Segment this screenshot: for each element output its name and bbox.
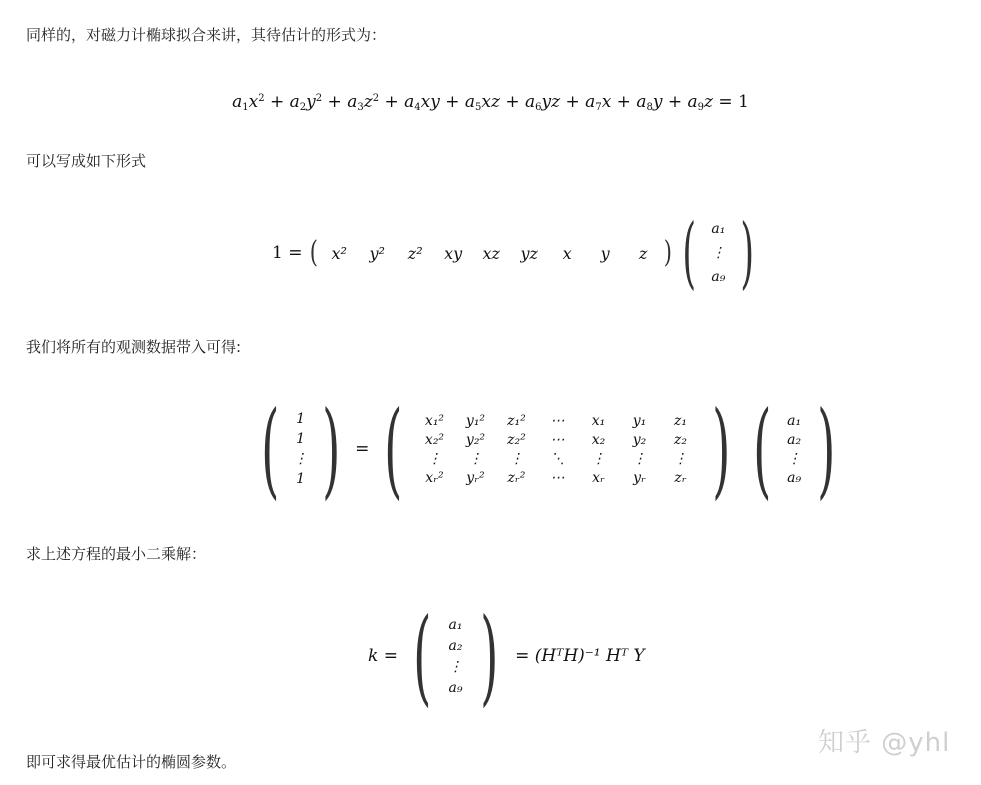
eq4-lhs: k = <box>368 646 398 666</box>
paragraph-rewrite: 可以写成如下形式 <box>26 152 147 170</box>
equation-matrix-system <box>250 388 847 510</box>
matrix-cell: ⋯ <box>550 469 565 486</box>
matrix-cell: y₂² <box>465 431 486 448</box>
row-vector-entry: z² <box>407 243 423 263</box>
solution-vector <box>443 617 469 696</box>
matrix-cell: y₁ <box>632 412 647 429</box>
paren-right: ) <box>740 208 755 298</box>
solution-entry: a₉ <box>448 679 463 696</box>
solution-entry: a₂ <box>448 637 463 654</box>
paragraph-least-squares: 求上述方程的最小二乘解： <box>26 545 207 563</box>
ones-vector-entry: 1 <box>296 471 306 487</box>
eq4-rhs: = (HᵀH)⁻¹ Hᵀ Y <box>515 646 645 666</box>
eq2-row-vector <box>320 244 662 263</box>
row-vector-entry: z <box>638 243 648 263</box>
observation-matrix <box>414 413 701 486</box>
column-vector-entry: ⋮ <box>711 245 726 261</box>
matrix-cell: ⋮ <box>468 450 483 467</box>
matrix-cell: ⋯ <box>550 412 565 429</box>
paren-right: ) <box>479 595 498 717</box>
zhihu-watermark: 知乎 @yhl <box>818 728 951 758</box>
solution-entry: ⋮ <box>448 658 463 675</box>
matrix-cell: x₁² <box>424 412 445 429</box>
paren-left: ( <box>752 388 771 510</box>
paren-right: ) <box>663 235 673 270</box>
paren-left: ( <box>384 388 403 510</box>
column-vector-entry: a₁ <box>711 221 726 237</box>
matrix-cell: ⋮ <box>591 450 606 467</box>
column-vector-entry: a₉ <box>711 269 726 285</box>
matrix-cell: z₂² <box>507 431 526 448</box>
matrix-cell: y₂ <box>632 431 647 448</box>
row-vector-entry: y <box>600 243 610 263</box>
matrix-cell: z₁² <box>507 412 526 429</box>
ones-vector-entry: ⋮ <box>293 451 308 467</box>
eq3-equals: = <box>355 439 370 459</box>
coefficient-entry: a₁ <box>787 412 802 429</box>
paren-left: ( <box>310 235 319 270</box>
paragraph-substitute: 我们将所有的观测数据带入可得: <box>26 338 242 356</box>
equation-least-squares <box>368 595 645 717</box>
matrix-cell: zᵣ <box>674 469 687 486</box>
matrix-cell: ⋱ <box>550 450 565 467</box>
matrix-cell: yᵣ² <box>466 469 485 486</box>
coefficient-entry: a₉ <box>787 469 802 486</box>
matrix-cell: y₁² <box>465 412 486 429</box>
ones-vector <box>291 411 311 487</box>
matrix-cell: ⋮ <box>673 450 688 467</box>
paren-right: ) <box>321 388 340 510</box>
paren-right: ) <box>817 388 836 510</box>
row-vector-entry: y² <box>369 243 385 263</box>
matrix-cell: z₁ <box>673 412 687 429</box>
matrix-cell: z₂ <box>673 431 687 448</box>
equation-vector-form <box>272 210 763 296</box>
coefficient-entry: a₂ <box>787 431 802 448</box>
paren-left: ( <box>261 388 280 510</box>
eq2-column-vector <box>704 221 732 285</box>
matrix-cell: x₂ <box>591 431 606 448</box>
eq2-lhs: 1 = <box>272 243 303 263</box>
ones-vector-entry: 1 <box>296 431 306 447</box>
row-vector-entry: xy <box>444 243 463 263</box>
matrix-cell: ⋮ <box>632 450 647 467</box>
row-vector-entry: yz <box>520 243 538 263</box>
matrix-cell: ⋮ <box>509 450 524 467</box>
matrix-cell: zᵣ² <box>507 469 526 486</box>
paragraph-intro: 同样的，对磁力计椭球拟合来讲，其待估计的形式为： <box>26 26 387 44</box>
matrix-cell: x₁ <box>591 412 606 429</box>
matrix-cell: xᵣ <box>592 469 605 486</box>
matrix-cell: yᵣ <box>633 469 646 486</box>
paragraph-conclusion: 即可求得最优估计的椭圆参数。 <box>26 753 237 771</box>
solution-entry: a₁ <box>448 616 463 633</box>
ones-vector-entry: 1 <box>296 411 306 427</box>
matrix-cell: ⋮ <box>427 450 442 467</box>
matrix-cell: xᵣ² <box>425 469 444 486</box>
paren-left: ( <box>682 208 696 298</box>
row-vector-entry: xz <box>482 243 500 263</box>
equation-ellipsoid: $a_1x^2 + a_2y^2 + a_3z^2 + a_4xy + a_5xz + a_6yz + a_7x + a_8y + a_9z = 1$ <box>232 92 749 113</box>
row-vector-entry: x <box>562 243 572 263</box>
row-vector-entry: x² <box>331 243 347 263</box>
matrix-cell: ⋯ <box>550 431 565 448</box>
coefficient-entry: ⋮ <box>787 450 802 467</box>
paren-left: ( <box>413 595 432 717</box>
matrix-cell: x₂² <box>424 431 445 448</box>
paren-right: ) <box>712 388 731 510</box>
coefficient-vector <box>782 413 806 486</box>
